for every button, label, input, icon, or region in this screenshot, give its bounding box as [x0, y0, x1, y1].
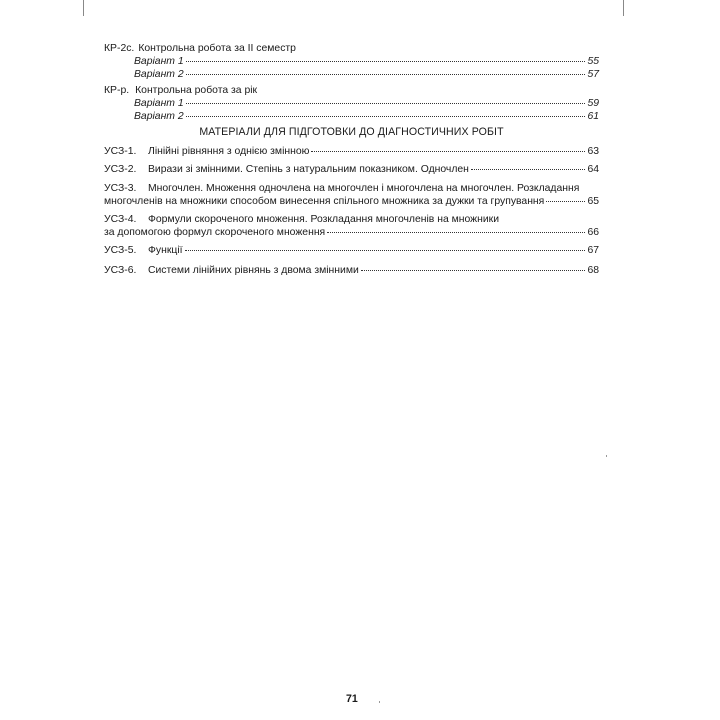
variant-label: Варіант 1	[134, 56, 184, 67]
section-title: МАТЕРІАЛИ ДЛЯ ПІДГОТОВКИ ДО ДІАГНОСТИЧНИХ РОБІТ	[199, 126, 504, 138]
page-ref: 57	[587, 69, 599, 80]
toc-group-heading	[104, 84, 599, 97]
page-edge-left	[83, 0, 84, 16]
toc-entry[interactable]	[104, 182, 599, 208]
page-ref: 66	[587, 227, 599, 238]
dot-leader	[186, 61, 586, 62]
variant-label: Варіант 1	[134, 98, 184, 109]
toc-group-kr2c	[104, 42, 599, 81]
toc-entry-text: Многочлен. Множення одночлена на многочлен і многочлена на многочлен. Розкладання	[148, 183, 580, 194]
toc-code: УСЗ-6.	[104, 265, 137, 276]
toc-entry-text: многочленів на множники способом винесення спільного множника за дужки та групування	[104, 196, 545, 207]
toc-entry[interactable]	[104, 163, 599, 176]
toc-code: УСЗ-5.	[104, 245, 137, 256]
toc-code: УСЗ-2.	[104, 164, 137, 175]
dot-leader	[185, 250, 586, 251]
toc-title: Контрольна робота за ІІ семестр	[138, 43, 296, 54]
dot-leader	[546, 201, 585, 202]
variant-label: Варіант 2	[134, 69, 184, 80]
toc-entry-text: Системи лінійних рівнянь з двома змінними	[148, 265, 359, 276]
page-ref: 63	[587, 146, 599, 157]
toc-variant-row[interactable]	[104, 55, 599, 68]
page-ref: 67	[587, 245, 599, 256]
page-ref: 59	[587, 98, 599, 109]
dot-leader	[311, 151, 585, 152]
toc-variant-row[interactable]	[104, 97, 599, 110]
page-ref: 65	[587, 196, 599, 207]
toc-entry-text: Функції	[148, 245, 183, 256]
toc-entry-text: за допомогою формул скороченого множення	[104, 227, 326, 238]
page-ref: 64	[587, 164, 599, 175]
page-ref: 55	[587, 56, 599, 67]
dot-leader	[361, 270, 586, 271]
dot-leader	[327, 232, 585, 233]
page-edge-right	[623, 0, 624, 16]
dot-leader	[186, 103, 586, 104]
toc-code: УСЗ-4.	[104, 214, 137, 225]
toc-entry-text: Лінійні рівняння з однією змінною	[148, 146, 310, 157]
toc-code: УСЗ-1.	[104, 146, 137, 157]
dot-leader	[471, 169, 586, 170]
toc-entry-text: Формули скороченого множення. Розкладання многочленів на множники	[148, 214, 499, 225]
toc-code: КР-р.	[104, 85, 130, 96]
page-ref: 61	[587, 111, 599, 122]
dot-leader	[186, 74, 586, 75]
toc-group-krp	[104, 84, 599, 123]
page-number: 71	[346, 693, 358, 705]
toc-code: КР-2с.	[104, 43, 135, 54]
toc-entry[interactable]	[104, 213, 599, 239]
scan-speck	[606, 455, 607, 457]
toc-group-heading	[104, 42, 599, 55]
dot-leader	[186, 116, 586, 117]
toc-variant-row[interactable]	[104, 110, 599, 123]
toc-code: УСЗ-3.	[104, 183, 137, 194]
variant-label: Варіант 2	[134, 111, 184, 122]
toc-variant-row[interactable]	[104, 68, 599, 81]
page-ref: 68	[587, 265, 599, 276]
toc-entry[interactable]	[104, 145, 599, 158]
toc-entry[interactable]	[104, 264, 599, 277]
scan-speck	[379, 701, 380, 703]
toc-entry-text: Вирази зі змінними. Степінь з натуральним показником. Одночлен	[148, 164, 469, 175]
toc-title: Контрольна робота за рік	[135, 85, 258, 96]
toc-entry[interactable]	[104, 244, 599, 257]
